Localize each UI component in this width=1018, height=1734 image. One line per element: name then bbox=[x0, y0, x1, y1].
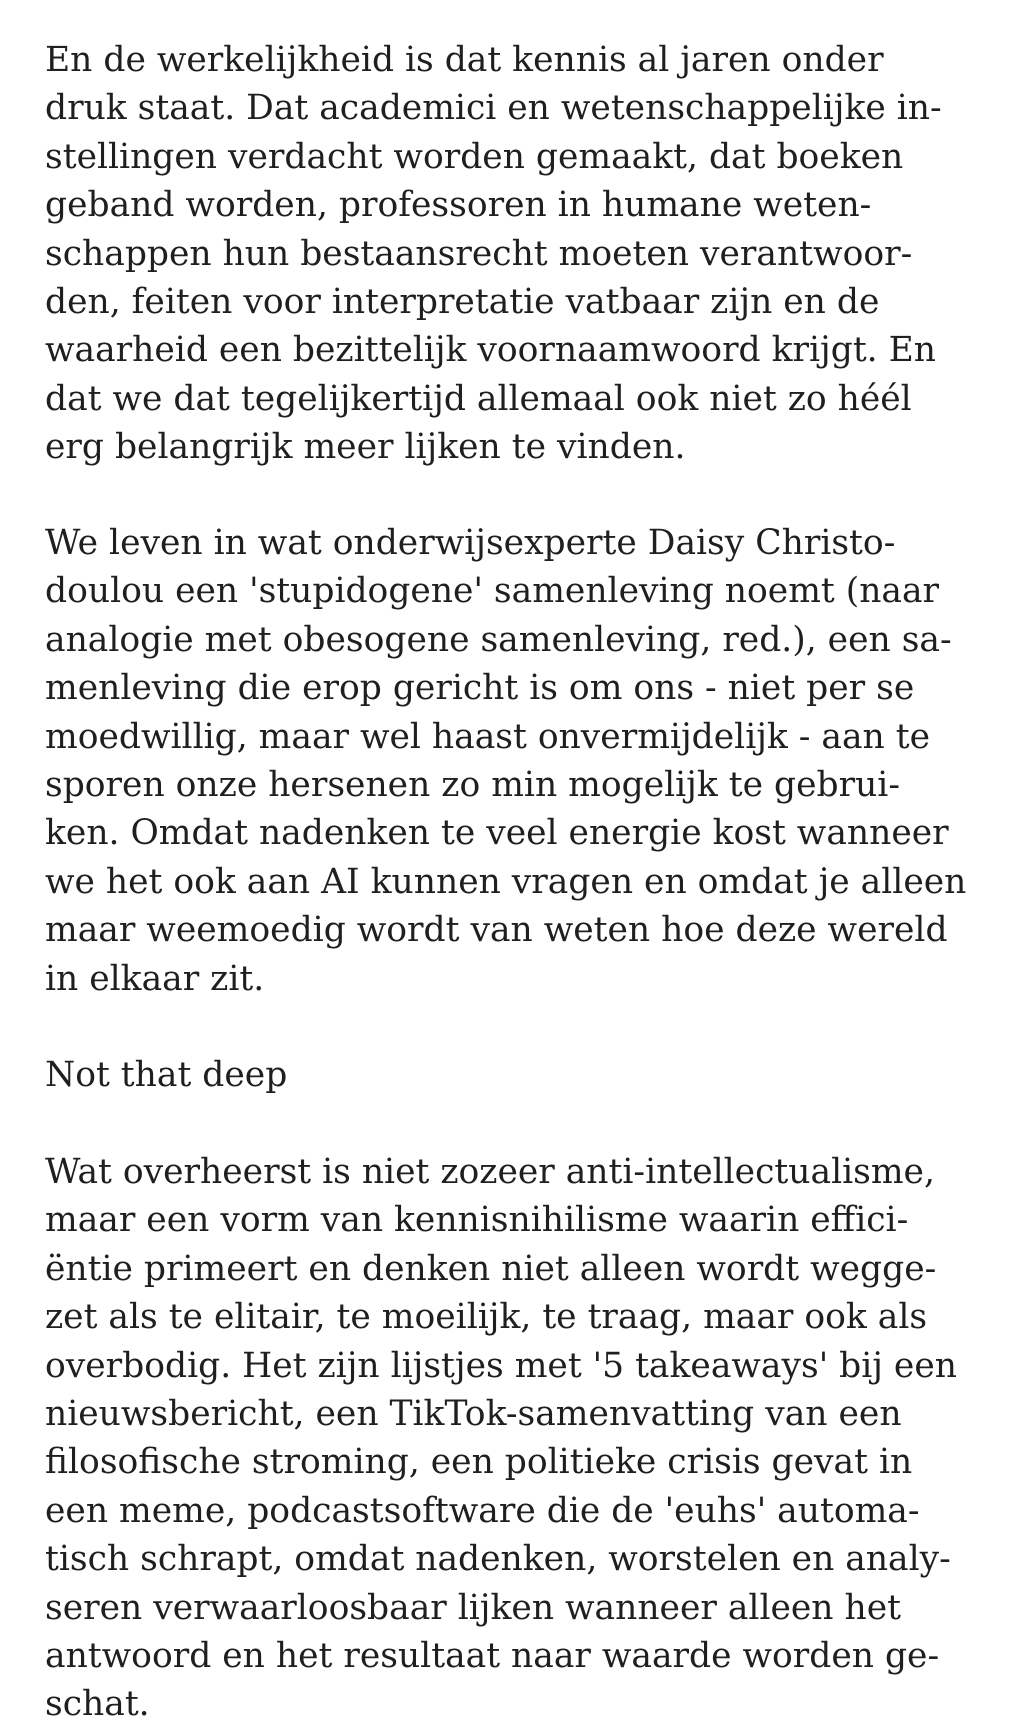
paragraph-line: maar weemoedig wordt van weten hoe deze wereld bbox=[45, 910, 948, 951]
paragraph-line: een meme, podcastsoftware die de 'euhs' automa- bbox=[45, 1490, 920, 1531]
paragraph-line: overbodig. Het zijn lijstjes met '5 takeaways' bij een bbox=[45, 1345, 957, 1386]
paragraph-line: den, feiten voor interpretatie vatbaar zijn en de bbox=[45, 282, 880, 323]
subheading-text: Not that deep bbox=[45, 1055, 288, 1095]
subheading bbox=[45, 1051, 287, 1099]
paragraph-line: schappen hun bestaansrecht moeten verantwoor- bbox=[45, 233, 913, 274]
paragraph-2 bbox=[45, 519, 966, 1003]
paragraph-line: schat. bbox=[45, 1684, 150, 1725]
paragraph-line: menleving die erop gericht is om ons - niet per se bbox=[45, 668, 915, 709]
paragraph-line: dat we dat tegelijkertijd allemaal ook niet zo héél bbox=[45, 378, 912, 419]
paragraph-line: ëntie primeert en denken niet alleen wordt wegge- bbox=[45, 1248, 937, 1289]
paragraph-line: zet als te elitair, te moeilijk, te traag, maar ook als bbox=[45, 1297, 928, 1338]
paragraph-line: antwoord en het resultaat naar waarde worden ge- bbox=[45, 1636, 940, 1677]
paragraph-line: filosofische stroming, een politieke crisis gevat in bbox=[45, 1442, 913, 1483]
paragraph-line: druk staat. Dat academici en wetenschappelijke in- bbox=[45, 88, 942, 129]
paragraph-line: seren verwaarloosbaar lijken wanneer alleen het bbox=[45, 1587, 901, 1628]
paragraph-line: geband worden, professoren in humane weten- bbox=[45, 185, 872, 226]
paragraph-line: waarheid een bezittelijk voornaamwoord krijgt. En bbox=[45, 330, 937, 371]
paragraph-line: ken. Omdat nadenken te veel energie kost wanneer bbox=[45, 813, 949, 854]
paragraph-line: erg belangrijk meer lijken te vinden. bbox=[45, 427, 686, 468]
paragraph-3 bbox=[45, 1148, 957, 1729]
paragraph-line: nieuwsbericht, een TikTok-samenvatting van een bbox=[45, 1394, 902, 1435]
paragraph-line: We leven in wat onderwijsexperte Daisy Christo- bbox=[45, 523, 896, 563]
paragraph-line: stellingen verdacht worden gemaakt, dat boeken bbox=[45, 136, 904, 177]
paragraph-line: tisch schrapt, omdat nadenken, worstelen en analy- bbox=[45, 1539, 951, 1580]
paragraph-line: doulou een 'stupidogene' samenleving noemt (naar bbox=[45, 571, 940, 612]
paragraph-line: En de werkelijkheid is dat kennis al jaren onder bbox=[45, 40, 884, 80]
paragraph-line: we het ook aan AI kunnen vragen en omdat je alleen bbox=[45, 861, 967, 902]
paragraph-line: Wat overheerst is niet zozeer anti-intellectualisme, bbox=[45, 1152, 935, 1192]
paragraph-line: in elkaar zit. bbox=[45, 958, 265, 999]
paragraph-line: moedwillig, maar wel haast onvermijdelijk - aan te bbox=[45, 716, 931, 757]
paragraph-line: sporen onze hersenen zo min mogelijk te gebrui- bbox=[45, 765, 900, 806]
paragraph-line: maar een vorm van kennisnihilisme waarin effici- bbox=[45, 1200, 909, 1241]
paragraph-1 bbox=[45, 36, 942, 472]
paragraph-line: analogie met obesogene samenleving, red.), een sa- bbox=[45, 619, 952, 660]
